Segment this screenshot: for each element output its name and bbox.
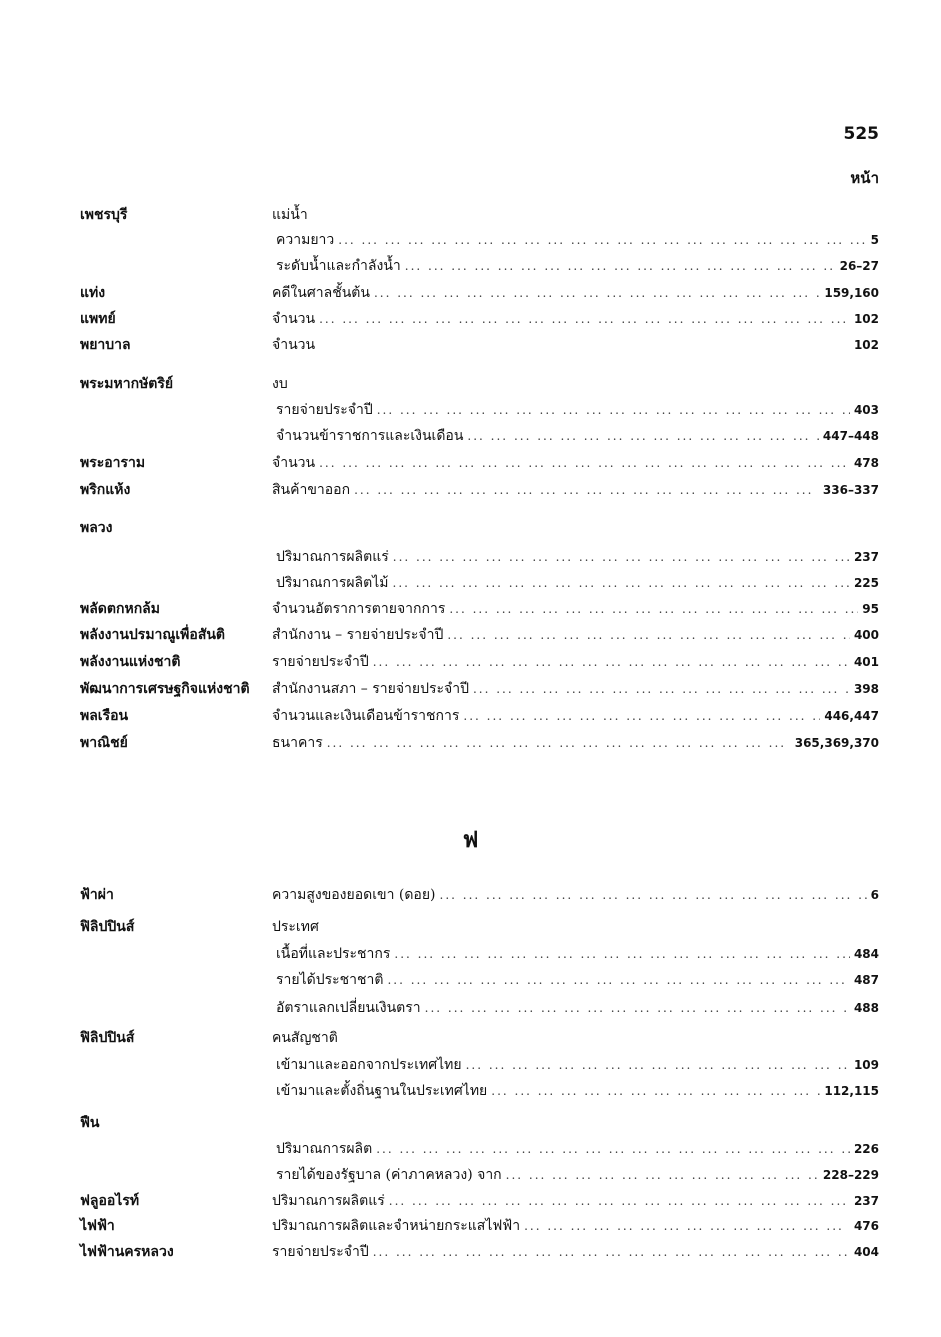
index-entry — [272, 704, 879, 728]
dot-leader — [319, 307, 850, 331]
entry-text: ปริมาณการผลิตแร่ — [276, 549, 389, 565]
index-entry — [276, 1079, 879, 1103]
page-reference: 447–448 — [822, 429, 879, 443]
index-term: พลเรือน — [80, 708, 129, 724]
dot-leader — [373, 650, 850, 674]
dot-leader — [440, 883, 867, 907]
page-reference: 237 — [853, 550, 879, 564]
index-row — [0, 650, 941, 674]
index-row — [0, 333, 941, 357]
index-row — [0, 398, 941, 422]
entry-text: จำนวน — [272, 311, 316, 327]
dot-leader — [467, 424, 818, 448]
dot-leader — [425, 996, 850, 1020]
index-row — [0, 478, 941, 502]
index-row — [0, 731, 941, 755]
dot-leader — [524, 1214, 850, 1238]
index-row — [0, 424, 941, 448]
index-term: พริกแห้ง — [80, 482, 131, 498]
index-row — [0, 1163, 941, 1187]
entry-text: จำนวนและเงินเดือนข้าราชการ — [272, 708, 460, 724]
index-term: แพทย์ — [80, 311, 116, 327]
entry-text: ระดับน้ำและกำลังน้ำ — [276, 258, 401, 274]
page-reference: 5 — [870, 233, 879, 247]
page-column-label: หน้า — [850, 169, 879, 187]
dot-leader — [463, 704, 820, 728]
index-entry — [276, 942, 879, 966]
entry-text: คดีในศาลชั้นต้น — [272, 285, 370, 301]
dot-leader — [473, 677, 850, 701]
index-term: ไฟฟ้านครหลวง — [80, 1244, 174, 1260]
dot-leader — [394, 942, 850, 966]
dot-leader — [319, 451, 850, 475]
page-reference: 95 — [862, 602, 879, 616]
index-term: พลวง — [80, 520, 113, 536]
index-term: ฟลูออไรท์ — [80, 1193, 140, 1209]
index-entry — [276, 424, 879, 448]
dot-leader — [466, 1053, 850, 1077]
entry-text: ปริมาณการผลิต — [276, 1141, 373, 1157]
index-row — [0, 307, 941, 331]
index-row — [0, 516, 941, 540]
dot-leader — [393, 545, 850, 569]
index-term: ฟิลิปปินส์ — [80, 1030, 135, 1046]
dot-leader — [449, 597, 858, 621]
dot-leader — [393, 571, 850, 595]
entry-text: รายได้ของรัฐบาล (ค่าภาคหลวง) จาก — [276, 1167, 502, 1183]
index-term: พยาบาล — [80, 337, 131, 353]
index-entry — [276, 1163, 879, 1187]
index-entry — [276, 996, 879, 1020]
index-entry — [272, 677, 879, 701]
entry-text: สำนักงานสภา – รายจ่ายประจำปี — [272, 681, 469, 697]
index-row — [0, 942, 941, 966]
index-row — [0, 1214, 941, 1238]
page-reference: 228–229 — [822, 1168, 879, 1182]
index-row — [0, 571, 941, 595]
page-reference: 484 — [853, 947, 879, 961]
index-row — [0, 254, 941, 278]
entry-text: คนสัญชาติ — [272, 1030, 338, 1046]
index-term: พลังงานแห่งชาติ — [80, 654, 181, 670]
page-reference: 109 — [853, 1058, 879, 1072]
page-reference: 365,369,370 — [794, 736, 879, 750]
index-row — [0, 545, 941, 569]
index-row — [0, 451, 941, 475]
entry-text: จำนวน — [272, 337, 316, 353]
page-reference: 446,447 — [824, 709, 879, 723]
entry-text: ความสูงของยอดเขา (ดอย) — [272, 887, 436, 903]
index-row — [0, 597, 941, 621]
index-row — [0, 1053, 941, 1077]
index-term: ฟืน — [80, 1115, 100, 1131]
entry-text: จำนวนข้าราชการและเงินเดือน — [276, 428, 464, 444]
entry-text: รายจ่ายประจำปี — [272, 1244, 369, 1260]
page-reference: 401 — [853, 655, 879, 669]
dot-leader — [387, 968, 849, 992]
index-entry — [276, 1137, 879, 1161]
index-term: ไฟฟ้า — [80, 1218, 115, 1234]
entry-text: ความยาว — [276, 232, 335, 248]
entry-text: งบ — [272, 376, 288, 392]
index-entry — [272, 883, 879, 907]
index-entry — [272, 203, 879, 227]
dot-leader — [506, 1163, 819, 1187]
index-row — [0, 1240, 941, 1264]
index-entry — [272, 1026, 879, 1050]
index-row — [0, 281, 941, 305]
page-reference: 487 — [853, 973, 879, 987]
index-entry — [272, 1189, 879, 1213]
page-reference: 226 — [853, 1142, 879, 1156]
dot-leader — [377, 398, 850, 422]
page-reference: 225 — [853, 576, 879, 590]
index-entry — [272, 478, 879, 502]
entry-text: เข้ามาและตั้งถิ่นฐานในประเทศไทย — [276, 1083, 488, 1099]
entry-text: เนื้อที่และประชากร — [276, 946, 391, 962]
page-reference: 404 — [853, 1245, 879, 1259]
dot-leader — [447, 623, 850, 647]
index-entry — [276, 968, 879, 992]
index-row — [0, 1111, 941, 1135]
index-entry — [272, 372, 879, 396]
index-row — [0, 996, 941, 1020]
index-term: พระอาราม — [80, 455, 146, 471]
entry-text: ธนาคาร — [272, 735, 323, 751]
dot-leader — [374, 281, 820, 305]
index-row — [0, 704, 941, 728]
entry-text: รายจ่ายประจำปี — [276, 402, 373, 418]
entry-text: สำนักงาน – รายจ่ายประจำปี — [272, 627, 444, 643]
entry-text: รายได้ประชาชาติ — [276, 972, 384, 988]
index-term: แท่ง — [80, 285, 106, 301]
entry-text: แม่น้ำ — [272, 207, 308, 223]
index-term: เพชรบุรี — [80, 207, 128, 223]
entry-text: ปริมาณการผลิตไม้ — [276, 575, 389, 591]
index-row — [0, 968, 941, 992]
index-entry — [272, 731, 879, 755]
index-term: พลัดตกหกล้ม — [80, 601, 160, 617]
page-number: 525 — [843, 124, 879, 144]
page-reference: 336–337 — [822, 483, 879, 497]
page-reference: 476 — [853, 1219, 879, 1233]
index-entry — [272, 281, 879, 305]
index-entry — [272, 333, 879, 357]
index-row — [0, 915, 941, 939]
entry-text: จำนวน — [272, 455, 316, 471]
page-reference: 102 — [853, 312, 879, 326]
index-row — [0, 203, 941, 227]
dot-leader — [491, 1079, 820, 1103]
page-reference: 237 — [853, 1194, 879, 1208]
dot-leader — [354, 478, 819, 502]
index-term: ฟ้าผ่า — [80, 887, 114, 903]
index-term: ฟิลิปปินส์ — [80, 919, 135, 935]
page-reference: 488 — [853, 1001, 879, 1015]
index-entry — [272, 623, 879, 647]
page-reference: 6 — [870, 888, 879, 902]
entry-text: ปริมาณการผลิตและจำหน่ายกระแสไฟฟ้า — [272, 1218, 521, 1234]
entry-text: ปริมาณการผลิตแร่ — [272, 1193, 385, 1209]
index-row — [0, 372, 941, 396]
dot-leader — [405, 254, 836, 278]
index-term: พลังงานปรมาณูเพื่อสันติ — [80, 627, 226, 643]
index-term: พาณิชย์ — [80, 735, 128, 751]
index-row — [0, 677, 941, 701]
entry-text: รายจ่ายประจำปี — [272, 654, 369, 670]
index-term: พระมหากษัตริย์ — [80, 376, 174, 392]
page-reference: 398 — [853, 682, 879, 696]
index-entry — [276, 571, 879, 595]
page-reference: 102 — [853, 338, 879, 352]
index-entry — [272, 1214, 879, 1238]
index-entry — [272, 1240, 879, 1264]
index-row — [0, 1026, 941, 1050]
entry-text: สินค้าขาออก — [272, 482, 351, 498]
page-reference: 403 — [853, 403, 879, 417]
index-row — [0, 1079, 941, 1103]
entry-text: เข้ามาและออกจากประเทศไทย — [276, 1057, 462, 1073]
page-reference: 400 — [853, 628, 879, 642]
dot-leader — [389, 1189, 850, 1213]
index-entry — [272, 451, 879, 475]
index-row — [0, 883, 941, 907]
index-entry — [276, 254, 879, 278]
page-reference: 159,160 — [824, 286, 879, 300]
index-entry — [272, 307, 879, 331]
index-entry — [272, 597, 879, 621]
dot-leader — [338, 228, 866, 252]
entry-text: ประเทศ — [272, 919, 319, 935]
page-reference: 478 — [853, 456, 879, 470]
section-letter: ฟ — [462, 827, 479, 853]
dot-leader — [327, 731, 791, 755]
index-entry — [272, 915, 879, 939]
index-row — [0, 228, 941, 252]
dot-leader — [376, 1137, 850, 1161]
index-row — [0, 1137, 941, 1161]
entry-text: จำนวนอัตราการตายจากการ — [272, 601, 446, 617]
page-reference: 112,115 — [824, 1084, 879, 1098]
page-reference: 26–27 — [839, 259, 879, 273]
index-entry — [276, 1053, 879, 1077]
index-row — [0, 623, 941, 647]
index-entry — [276, 228, 879, 252]
entry-text: อัตราแลกเปลี่ยนเงินตรา — [276, 1000, 421, 1016]
index-entry — [272, 650, 879, 674]
index-row — [0, 1189, 941, 1213]
index-term: พัฒนาการเศรษฐกิจแห่งชาติ — [80, 681, 250, 697]
index-entry — [276, 398, 879, 422]
index-entry — [276, 545, 879, 569]
dot-leader — [373, 1240, 850, 1264]
